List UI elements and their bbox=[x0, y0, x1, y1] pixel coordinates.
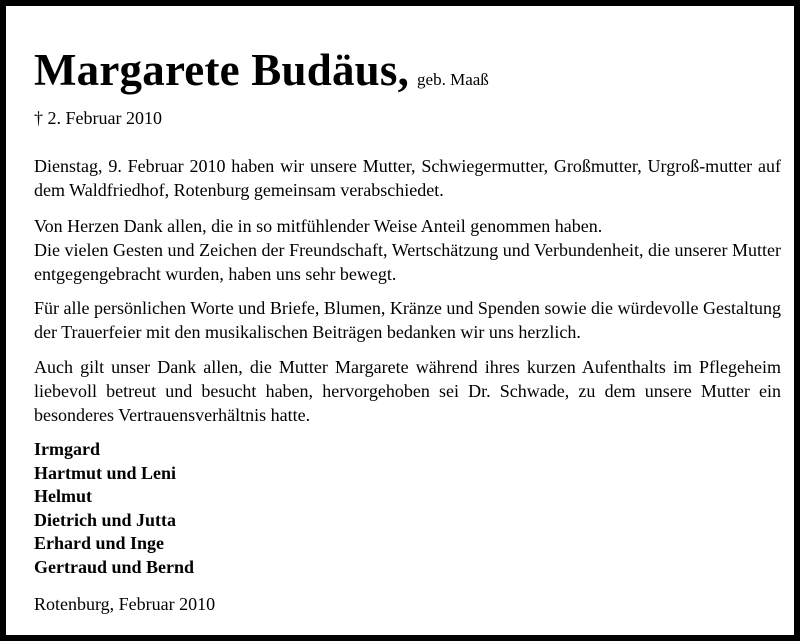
deceased-name: Margarete Budäus, bbox=[34, 45, 410, 95]
thanks-paragraph bbox=[34, 214, 781, 286]
family-member: Hartmut und Leni bbox=[34, 462, 177, 483]
death-date: † 2. Februar 2010 bbox=[34, 108, 162, 128]
condolences-paragraph: Für alle persönlichen Worte und Briefe, Blumen, Kränze und Spenden sowie die würdevolle Gestaltung der Trauerfeier mit den musikalischen Beiträgen bedanken wir uns herzlich. bbox=[34, 298, 781, 342]
place-and-date: Rotenburg, Februar 2010 bbox=[34, 594, 216, 614]
gestures-line: Die vielen Gesten und Zeichen der Freundschaft, Wertschätzung und Verbundenheit, die unserer Mutter entgegengebracht wurden, haben uns sehr bewegt. bbox=[34, 240, 781, 284]
family-member: Helmut bbox=[34, 486, 92, 506]
family-member: Erhard und Inge bbox=[34, 533, 165, 553]
family-signatures bbox=[34, 438, 194, 579]
family-member: Irmgard bbox=[34, 439, 100, 459]
maiden-name: geb. Maaß bbox=[417, 70, 489, 89]
family-member: Gertraud und Bernd bbox=[34, 556, 195, 577]
name-heading bbox=[34, 44, 489, 96]
thanks-line: Von Herzen Dank allen, die in so mitfühlender Weise Anteil genommen haben. bbox=[34, 216, 603, 236]
family-member: Dietrich und Jutta bbox=[34, 509, 177, 530]
farewell-paragraph: Dienstag, 9. Februar 2010 haben wir unsere Mutter, Schwiegermutter, Großmutter, Urgroß-mutter auf dem Waldfriedhof, Rotenburg gemeinsam verabschiedet. bbox=[34, 156, 781, 200]
care-thanks-paragraph: Auch gilt unser Dank allen, die Mutter Margarete während ihres kurzen Aufenthalts im Pflegeheim liebevoll betreut und besucht haben, hervorgehoben sei Dr. Schwade, zu dem unsere Mutter ein besonderes Vertrauensverhältnis hatte. bbox=[34, 357, 781, 425]
